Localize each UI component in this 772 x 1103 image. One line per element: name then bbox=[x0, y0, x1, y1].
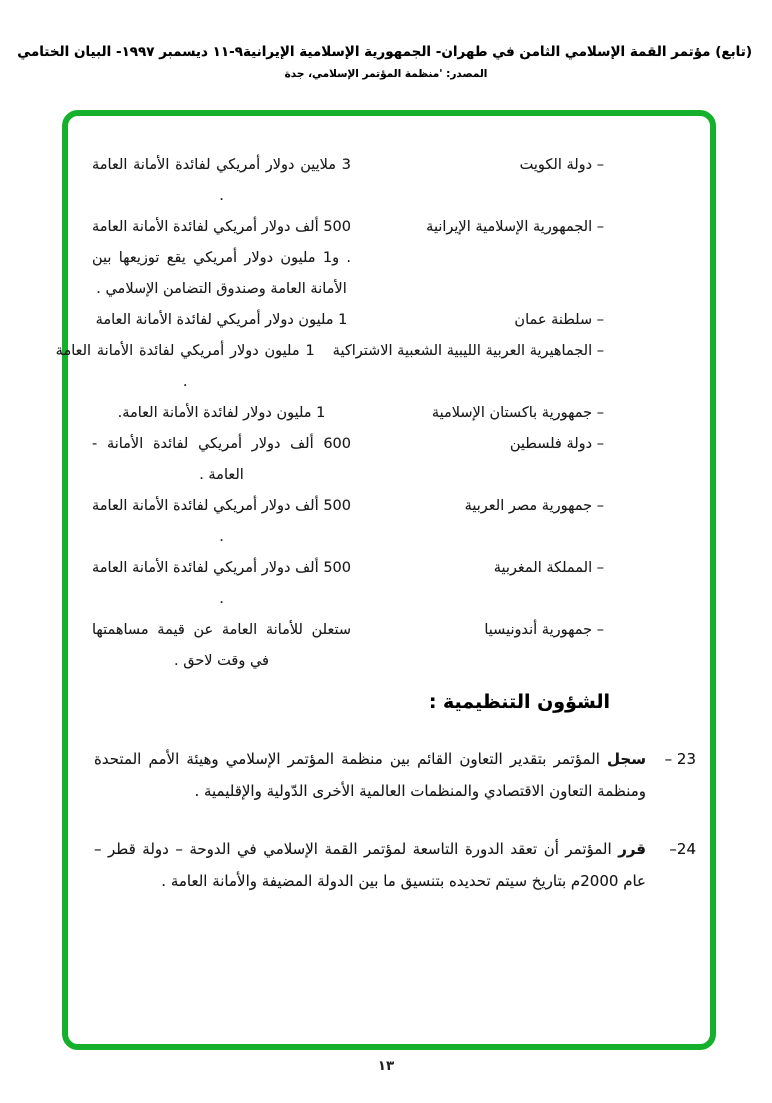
resolution-number: 24– bbox=[669, 840, 696, 858]
resolution-text bbox=[94, 743, 646, 807]
contribution-row bbox=[88, 429, 604, 491]
document-title: (تابع) مؤتمر القمة الإسلامي الثامن في طهران- الجمهورية الإسلامية الإيرانية٩-١١ ديسمبر ١٩٩٧- البيان الختامي bbox=[17, 44, 752, 60]
page-number: ١٣ bbox=[377, 1058, 395, 1074]
green-content-frame bbox=[55, 110, 716, 1050]
resolution-body-text: المؤتمر أن تعقد الدورة التاسعة لمؤتمر القمة الإسلامي في الدوحة – دولة قطر – عام 2000م بتاريخ سيتم تحديده بتنسيق ما بين الدولة المضيفة والأمانة العامة . bbox=[94, 840, 646, 890]
pledge-amount: 600 ألف دولار أمريكي لفائدة الأمانة - العامة . bbox=[92, 436, 351, 483]
pledge-amount: 1 مليون دولار أمريكي لفائدة الأمانة العامة bbox=[95, 312, 348, 328]
resolution-text bbox=[94, 833, 646, 897]
country-name: – دولة فلسطين bbox=[509, 436, 604, 452]
country-name: – دولة الكويت bbox=[519, 157, 604, 173]
country-name: – سلطنة عمان bbox=[514, 312, 604, 328]
resolution-item-23 bbox=[68, 743, 710, 807]
pledge-amount: 3 ملايين دولار أمريكي لفائدة الأمانة العامة . bbox=[92, 157, 351, 204]
pledge-amount: ستعلن للأمانة العامة عن قيمة مساهمتها في وقت لاحق . bbox=[92, 622, 351, 669]
resolution-item-24 bbox=[68, 833, 710, 897]
country-name: – جمهورية باكستان الإسلامية bbox=[431, 405, 604, 421]
contribution-row bbox=[88, 398, 604, 429]
resolution-number: 23 – bbox=[664, 750, 696, 768]
contribution-row bbox=[88, 553, 604, 615]
contribution-row bbox=[88, 305, 604, 336]
country-name: – جمهورية أندونيسيا bbox=[484, 622, 604, 638]
contributions-list bbox=[55, 150, 710, 677]
section-title-organizational-affairs: الشؤون التنظيمية : bbox=[428, 691, 610, 713]
country-name: – المملكة المغربية bbox=[493, 560, 604, 576]
contribution-row bbox=[88, 212, 604, 305]
country-name: – جمهورية مصر العربية bbox=[464, 498, 604, 514]
pledge-amount: 500 ألف دولار أمريكي لفائدة الأمانة العامة . bbox=[92, 498, 351, 545]
contribution-row bbox=[55, 336, 604, 398]
pledge-amount: 1 مليون دولار لفائدة الأمانة العامة. bbox=[117, 405, 326, 421]
document-header bbox=[17, 44, 752, 80]
contribution-row bbox=[88, 150, 604, 212]
pledge-amount: 500 ألف دولار أمريكي لفائدة الأمانة العامة . bbox=[92, 560, 351, 607]
pledge-amount: 1 مليون دولار أمريكي لفائدة الأمانة العامة . bbox=[55, 343, 315, 390]
resolution-body-text: المؤتمر بتقدير التعاون القائم بين منظمة المؤتمر الإسلامي وهيئة الأمم المتحدة ومنظمة التعاون الاقتصادي والمنظمات العالمية الأخرى الدّولية والإقليمية . bbox=[94, 750, 646, 800]
pledge-amount: 500 ألف دولار أمريكي لفائدة الأمانة العامة . و1 مليون دولار أمريكي يقع توزيعها بين الأمانة العامة وصندوق التضامن الإسلامي . bbox=[92, 219, 351, 297]
country-name: – الجمهورية الإسلامية الإيرانية bbox=[426, 219, 604, 235]
resolution-lead-word: سجل bbox=[607, 750, 646, 768]
resolution-lead-word: قرر bbox=[618, 840, 646, 858]
document-source-line: المصدر: 'منظمة المؤتمر الإسلامي، جدة bbox=[284, 68, 488, 80]
contribution-row bbox=[88, 615, 604, 677]
country-name: – الجماهيرية العربية الليبية الشعبية الاشتراكية bbox=[332, 343, 604, 359]
contribution-row bbox=[88, 491, 604, 553]
